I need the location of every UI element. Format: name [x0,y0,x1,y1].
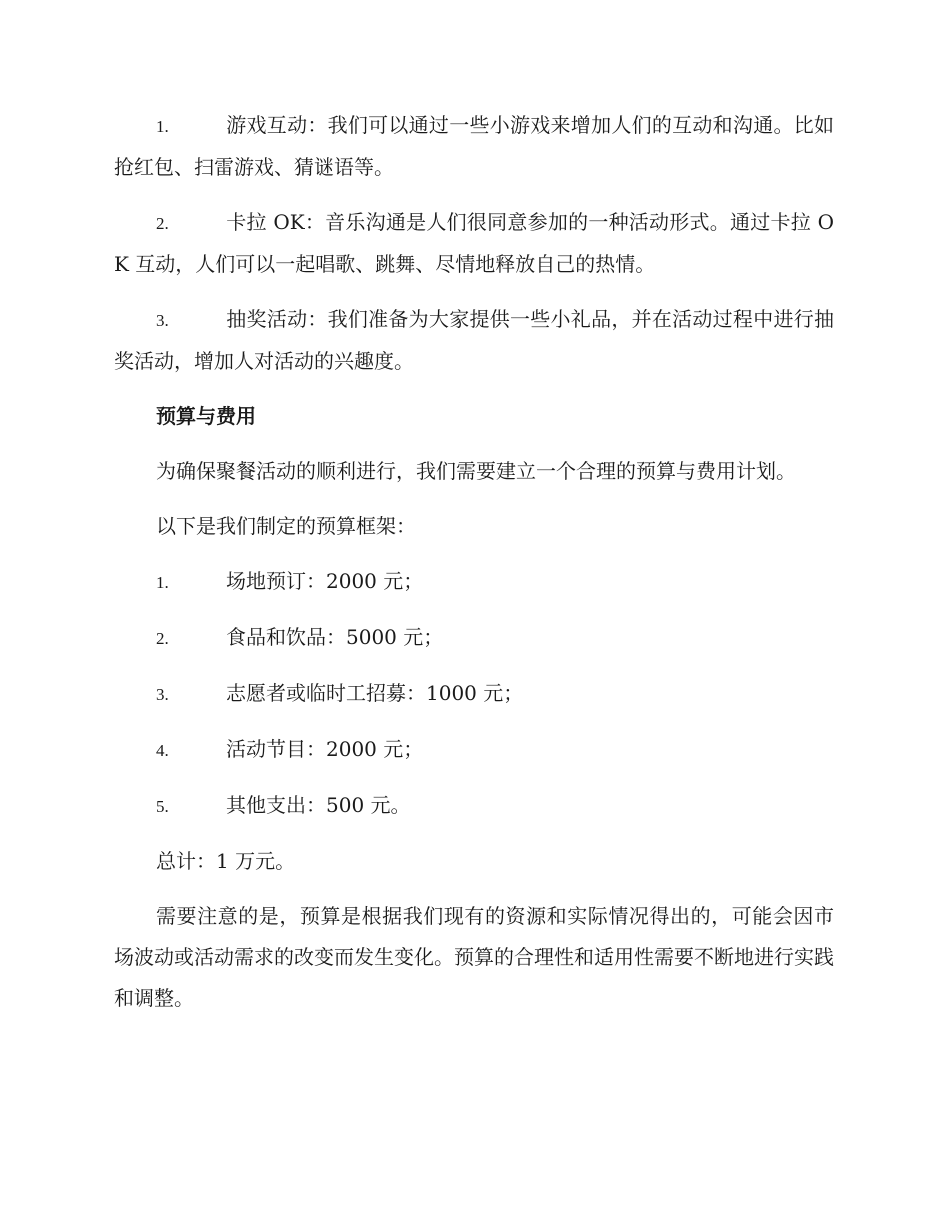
budget-item-text: 场地预订：2000 元； [226,569,424,593]
activity-text: 抽奖活动：我们准备为大家提供一些小礼品，并在活动过程中进行抽奖活动，增加人对活动的兴趣度。 [114,307,834,373]
list-number: 1. [156,573,169,592]
budget-note-paragraph: 需要注意的是，预算是根据我们现有的资源和实际情况得出的，可能会因市场波动或活动需求的改变而发生变化。预算的合理性和适用性需要不断地进行实践和调整。 [114,904,834,1010]
list-number: 4. [156,741,169,760]
budget-total: 总计：1 万元。 [156,849,296,873]
document-page [114,105,834,1033]
list-number: 1. [156,117,169,136]
activity-item-3 [114,299,834,382]
list-number: 2. [156,629,169,648]
section-heading-budget: 预算与费用 [156,404,256,428]
budget-item-2 [114,617,834,659]
budget-framework-label: 以下是我们制定的预算框架： [156,514,416,538]
activity-text: 游戏互动：我们可以通过一些小游戏来增加人们的互动和沟通。比如抢红包、扫雷游戏、猜谜语等。 [114,113,834,179]
list-number: 3. [156,685,169,704]
budget-item-text: 食品和饮品：5000 元； [226,625,444,649]
budget-item-5 [114,785,834,827]
activity-item-1 [114,105,834,188]
activity-text: 卡拉 OK：音乐沟通是人们很同意参加的一种活动形式。通过卡拉 OK 互动，人们可以一起唱歌、跳舞、尽情地释放自己的热情。 [114,210,834,276]
activity-item-2 [114,202,834,285]
budget-item-4 [114,729,834,771]
budget-item-1 [114,561,834,603]
list-number: 2. [156,214,169,233]
budget-item-text: 志愿者或临时工招募：1000 元； [226,681,524,705]
budget-intro-paragraph: 为确保聚餐活动的顺利进行，我们需要建立一个合理的预算与费用计划。 [156,459,796,483]
list-number: 3. [156,311,169,330]
budget-item-3 [114,673,834,715]
budget-item-text: 活动节目：2000 元； [226,737,424,761]
budget-item-text: 其他支出：500 元。 [226,793,411,817]
list-number: 5. [156,797,169,816]
